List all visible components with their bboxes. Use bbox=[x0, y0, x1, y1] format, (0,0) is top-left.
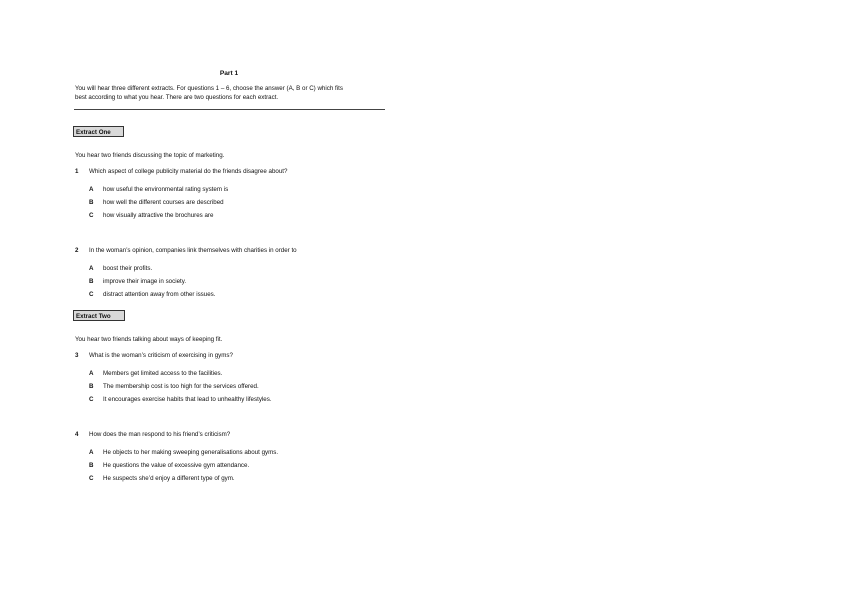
question-text: How does the man respond to his friend’s criticism? bbox=[89, 431, 231, 438]
option-text: how visually attractive the brochures are bbox=[103, 212, 214, 219]
option-text: boost their profits. bbox=[103, 265, 153, 272]
option-text: The membership cost is too high for the services offered. bbox=[103, 383, 259, 390]
option-text: distract attention away from other issues. bbox=[103, 291, 216, 298]
extract-two-label: Extract Two bbox=[73, 310, 125, 321]
option-letter: B bbox=[89, 278, 94, 285]
instructions-line-1: You will hear three different extracts. For questions 1 – 6, choose the answer (A, B or C) which fits bbox=[75, 85, 343, 92]
instructions bbox=[75, 85, 385, 102]
option-text: He questions the value of excessive gym attendance. bbox=[103, 462, 250, 469]
option-4a[interactable] bbox=[89, 449, 278, 457]
option-text: He objects to her making sweeping generalisations about gyms. bbox=[103, 449, 279, 456]
question-text: In the woman’s opinion, companies link themselves with charities in order to bbox=[89, 247, 297, 254]
question-number: 2 bbox=[75, 247, 79, 254]
part-title: Part 1 bbox=[219, 70, 239, 77]
question-4 bbox=[75, 431, 230, 439]
option-letter: B bbox=[89, 462, 94, 469]
instructions-line-2: best according to what you hear. There are two questions for each extract. bbox=[75, 93, 279, 101]
option-text: how useful the environmental rating system is bbox=[103, 186, 229, 193]
option-letter: B bbox=[89, 383, 94, 390]
option-text: improve their image in society. bbox=[103, 278, 187, 285]
option-1a[interactable] bbox=[89, 186, 228, 194]
extract-two-context: You hear two friends talking about ways of keeping fit. bbox=[75, 336, 223, 343]
question-3 bbox=[75, 352, 233, 360]
option-1b[interactable] bbox=[89, 199, 224, 207]
option-2b[interactable] bbox=[89, 278, 186, 286]
option-4b[interactable] bbox=[89, 462, 249, 470]
option-text: He suspects she’d enjoy a different type of gym. bbox=[103, 475, 235, 482]
option-text: It encourages exercise habits that lead to unhealthy lifestyles. bbox=[103, 396, 272, 403]
question-1 bbox=[75, 168, 287, 176]
option-1c[interactable] bbox=[89, 212, 213, 220]
option-letter: C bbox=[89, 291, 94, 298]
option-letter: C bbox=[89, 475, 94, 482]
header-divider bbox=[74, 109, 385, 110]
question-number: 4 bbox=[75, 431, 79, 438]
question-number: 3 bbox=[75, 352, 79, 359]
question-text: What is the woman’s criticism of exercising in gyms? bbox=[89, 352, 233, 359]
option-letter: C bbox=[89, 212, 94, 219]
option-3b[interactable] bbox=[89, 383, 259, 391]
option-2c[interactable] bbox=[89, 291, 215, 299]
option-letter: A bbox=[89, 370, 94, 377]
option-2a[interactable] bbox=[89, 265, 152, 273]
option-letter: A bbox=[89, 186, 94, 193]
option-text: Members get limited access to the facilities. bbox=[103, 370, 223, 377]
option-letter: C bbox=[89, 396, 94, 403]
extract-one-label: Extract One bbox=[73, 126, 124, 137]
question-number: 1 bbox=[75, 168, 79, 175]
option-letter: B bbox=[89, 199, 94, 206]
option-letter: A bbox=[89, 449, 94, 456]
option-4c[interactable] bbox=[89, 475, 235, 483]
option-3c[interactable] bbox=[89, 396, 272, 404]
option-3a[interactable] bbox=[89, 370, 222, 378]
option-text: how well the different courses are described bbox=[103, 199, 224, 206]
question-text: Which aspect of college publicity material do the friends disagree about? bbox=[89, 168, 288, 175]
question-2 bbox=[75, 247, 297, 255]
extract-one-context: You hear two friends discussing the topic of marketing. bbox=[75, 152, 225, 159]
option-letter: A bbox=[89, 265, 94, 272]
